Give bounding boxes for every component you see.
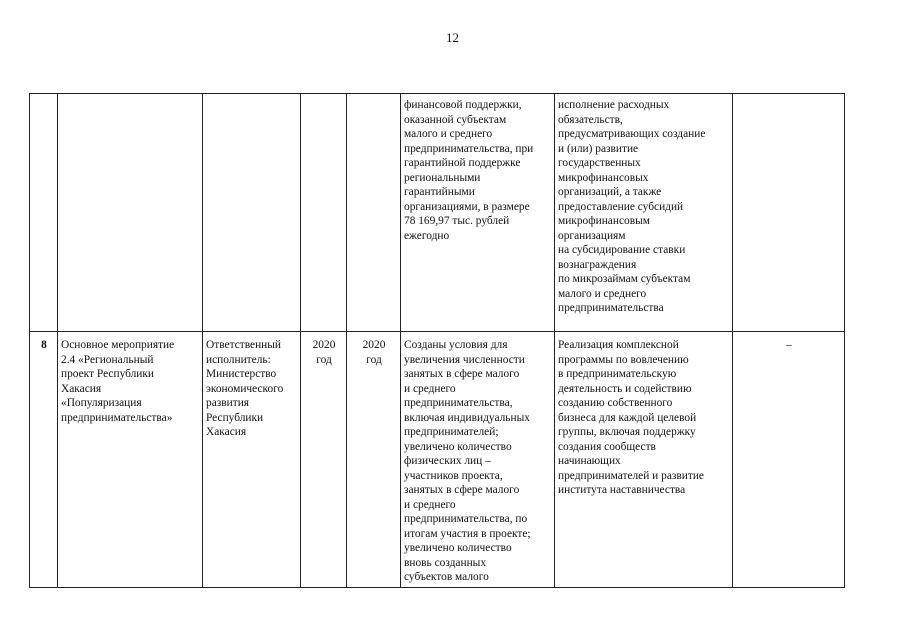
table-row	[30, 94, 845, 332]
event-cell: Основное мероприятие 2.4 «Региональный проект Республики Хакасия «Популяризация предпринимательства»	[58, 332, 203, 588]
executor-cell	[203, 94, 301, 332]
program-table	[29, 93, 845, 588]
table-row	[30, 332, 845, 588]
event-cell	[58, 94, 203, 332]
result-cell: финансовой поддержки, оказанной субъектам малого и среднего предпринимательства, при гарантийной поддержке региональными гарантийными организациями, в размере 78 169,97 тыс. рублей ежегодно	[401, 94, 555, 332]
page-number: 12	[446, 30, 459, 45]
directions-cell: Реализация комплексной программы по вовлечению в предпринимательскую деятельность и содействию созданию собственного бизнеса для каждой целевой группы, включая поддержку создания сообществ начинающих предпринимателей и развитие института наставничества	[555, 332, 733, 588]
link-cell	[733, 94, 845, 332]
end-year-cell: 2020 год	[347, 332, 401, 588]
row-number-cell	[30, 94, 58, 332]
start-year-cell: 2020 год	[301, 332, 347, 588]
row-number-cell: 8	[30, 332, 58, 588]
end-year-cell	[347, 94, 401, 332]
result-cell: Созданы условия для увеличения численности занятых в сфере малого и среднего предпринимательства, включая индивидуальных предпринимателей; увеличено количество физических лиц – участников проекта, занятых в сфере малого и среднего предпринимательства, по итогам участия в проекте; увеличено количество вновь созданных субъектов малого	[401, 332, 555, 588]
executor-cell: Ответственный исполнитель: Министерство экономического развития Республики Хакасия	[203, 332, 301, 588]
link-cell: –	[733, 332, 845, 588]
start-year-cell	[301, 94, 347, 332]
directions-cell: исполнение расходных обязательств, предусматривающих создание и (или) развитие государственных микрофинансовых организаций, а также предоставление субсидий микрофинансовым организациям на субсидирование ставки вознаграждения по микрозаймам субъектам малого и среднего предпринимательства	[555, 94, 733, 332]
